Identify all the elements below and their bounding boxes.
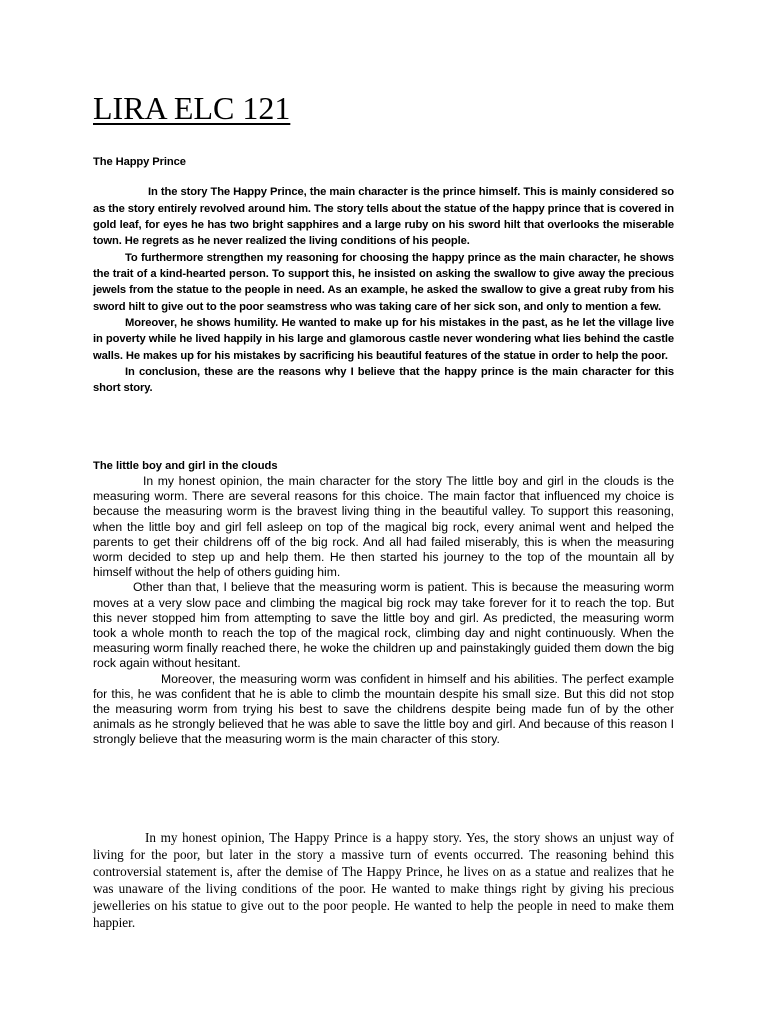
section-little-boy-and-girl <box>93 458 674 748</box>
section-heading: The Happy Prince <box>93 156 186 168</box>
document-title: LIRA ELC 121 <box>93 90 291 126</box>
section-heading: The little boy and girl in the clouds <box>93 460 278 472</box>
paragraph: Moreover, the measuring worm was confident in himself and his abilities. The perfect example for this, he was confident that he is able to climb the mountain despite his small size. But this did not stop the measuring worm from trying his best to save the childrens despite being made fun of by the other animals as he strongly believed that he was able to save the little boy and girl. And because of this reason I strongly believe that the measuring worm is the main character of this story. <box>93 671 674 747</box>
paragraph: In my honest opinion, The Happy Prince is a happy story. Yes, the story shows an unjust way of living for the poor, but later in the story a massive turn of events occurred. The reasoning behind this controversial statement is, after the demise of The Happy Prince, he lives on as a statue and realizes that he was unaware of the living conditions of the poor. He wanted to make things right by giving his precious jewelleries on his statue to give out to the poor people. He wanted to help the people in need to make them happier. <box>93 830 674 931</box>
paragraph: Moreover, he shows humility. He wanted to make up for his mistakes in the past, as he let the village live in poverty while he lived happily in his large and glamorous castle never wondering what lies behind the castle walls. He makes up for his mistakes by sacrificing his beautiful features of the statue in order to help the poor. <box>93 317 674 362</box>
paragraph: In conclusion, these are the reasons why I believe that the happy prince is the main character for this short story. <box>93 366 674 395</box>
paragraph: To furthermore strengthen my reasoning for choosing the happy prince as the main character, he shows the trait of a kind-hearted person. To support this, he insisted on asking the swallow to give away the precious jewels from the statue to the people in need. As an example, he asked the swallow to give a great ruby from his sword hilt to give out to the poor seamstress who was taking care of her sick son, and only to mention a few. <box>93 251 674 313</box>
section-opinion <box>93 829 674 932</box>
paragraph: In the story The Happy Prince, the main character is the prince himself. This is mainly considered so as the story entirely revolved around him. The story tells about the statue of the happy prince that is covered in gold leaf, for eyes he has two bright sapphires and a large ruby on his sword hilt that overlooks the miserable town. He regrets as he never realized the living conditions of his people. <box>93 186 674 248</box>
section-happy-prince <box>93 154 674 397</box>
paragraph: In my honest opinion, the main character for the story The little boy and girl in the clouds is the measuring worm. There are several reasons for this choice. The main factor that influenced my choice is because the measuring worm is the bravest living thing in the beautiful valley. To support this reasoning, when the little boy and girl fell asleep on top of the magical big rock, every animal went and helped the parents to get their childrens off of the big rock. And all had failed miserably, this is when the measuring worm decided to step up and help them. He then started his journey to the top of the mountain all by himself without the help of others guiding him. <box>93 474 674 580</box>
paragraph: Other than that, I believe that the measuring worm is patient. This is because the measuring worm moves at a very slow pace and climbing the magical big rock may take forever for it to reach the top. But this never stopped him from attempting to save the little boy and girl. As predicted, the measuring worm took a whole month to reach the top of the magical rock, climbing day and night continuously. When the measuring worm finally reached there, he woke the children up and painstakingly guided them down the big rock again without hesitant. <box>93 580 674 671</box>
